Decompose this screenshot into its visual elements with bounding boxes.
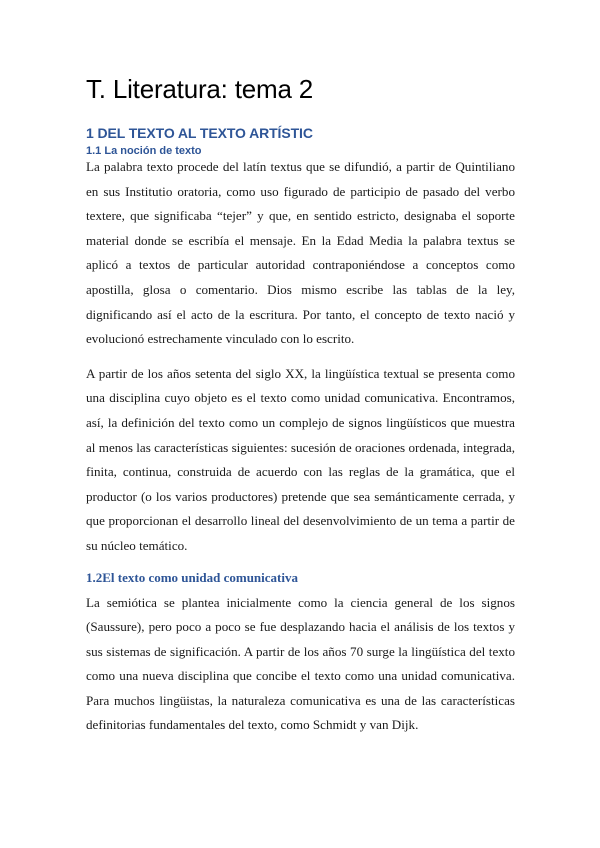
subsection-heading-1-1: 1.1 La noción de texto bbox=[86, 145, 202, 157]
section-heading-1: 1 DEL TEXTO AL TEXTO ARTÍSTIC bbox=[86, 125, 313, 141]
document-title: T. Literatura: tema 2 bbox=[86, 74, 314, 104]
paragraph-1: La palabra texto procede del latín textus que se difundió, a partir de Quintiliano en sus Institutio oratoria, como uso figurado de participio de pasado del verbo textere, que significaba “tejer” y que, en sentido estricto, designaba el soporte material donde se escribía el mensaje. En la Edad Media la palabra textus se aplicó a textos de particular autoridad contraponiéndose a conceptos como apostilla, glosa o comentario. Dios mismo escribe las tablas de la ley, dignificando así el acto de la escritura. Por tanto, el concepto de texto nació y evolucionó estrechamente vinculado con lo escrito. bbox=[86, 159, 515, 347]
subsection-heading-1-2: 1.2El texto como unidad comunicativa bbox=[86, 569, 298, 585]
paragraph-3: La semiótica se plantea inicialmente como la ciencia general de los signos (Saussure), pero poco a poco se fue desplazando hacia el análisis de los textos y sus sistemas de significación. A partir de los años 70 surge la lingüística del texto como una nueva disciplina que concibe el texto como una unidad comunicativa. Para muchos lingüistas, la naturaleza comunicativa es una de las características definitorias fundamentales del texto, como Schmidt y van Dijk. bbox=[86, 594, 515, 733]
paragraph-2: A partir de los años setenta del siglo XX, la lingüística textual se presenta como una disciplina cuyo objeto es el texto como unidad comunicativa. Encontramos, así, la definición del texto como un complejo de signos lingüísticos que muestra al menos las características siguientes: sucesión de oraciones ordenada, integrada, finita, continua, construida de acuerdo con las reglas de la gramática, que el productor (o los varios productores) pretende que sea semánticamente cerrada, y que proporcionan el desarrollo lineal del desenvolvimiento de un tema a partir de su núcleo temático. bbox=[86, 365, 515, 553]
